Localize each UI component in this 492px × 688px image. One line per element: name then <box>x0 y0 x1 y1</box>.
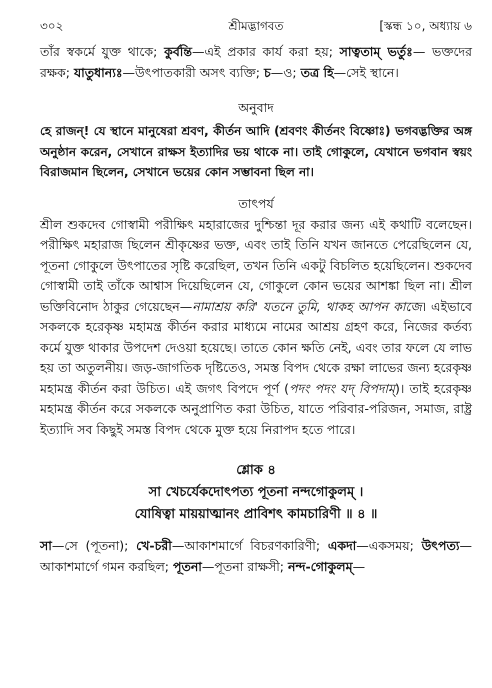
meaning-term: সাত্বতাম্ ভর্তুঃ <box>339 44 413 59</box>
synonym-text: —একসময়; <box>356 538 422 553</box>
synonym-term: একদা <box>327 538 357 553</box>
verse-line-1: সা খেচর্যেকদোৎপত্য পূতনা নন্দগোকুলম্ । <box>148 485 364 500</box>
meaning-text: —ও; <box>270 64 301 80</box>
chapter-reference: [স্কন্ধ ১০, অধ্যায় ৬ <box>379 19 472 33</box>
word-meanings-top <box>40 42 472 83</box>
meaning-text: — ভক্তদের রক্ষক; <box>40 44 472 80</box>
purport-quote2: পদং পদং যদ্ বিপদাম্ <box>289 380 395 396</box>
page-number: ৩০২ <box>40 19 64 33</box>
verse-heading: শ্লোক ৪ <box>236 463 276 478</box>
purport-part1: শ্রীল শুকদেব গোস্বামী পরীক্ষিৎ মহারাজের দুশ্চিন্তা দূর করার জন্য এই কথাটি বলেছেন। পরীক্ষিৎ মহারাজ ছিলেন শ্রীকৃষ্ণের ভক্ত, এবং তাই তিনি যখন জানতে পেরেছিলেন যে, পূতনা গোকুলে উৎপাতের সৃষ্টি করেছিল, তখন তিনি একটু বিচলিত হয়েছিলেন। শুকদেব গোস্বামী তাই তাঁকে আশ্বাস দিয়েছিলেন যে, গোকুলে কোন ভয়ের আশঙ্কা ছিল না। শ্রীল ভক্তিবিনোদ ঠাকুর গেয়েছেন— <box>40 216 472 314</box>
synonym-term: উৎপত্য <box>421 538 460 553</box>
meaning-term: তত্র হি <box>300 64 334 80</box>
synonym-text: —পূতনা রাক্ষসী; <box>201 558 288 574</box>
translation-heading: অনুবাদ <box>238 100 274 115</box>
meaning-term: কুর্বন্তি <box>164 44 193 59</box>
synonym-term: সা <box>40 538 52 553</box>
synonym-text: —আকাশমার্গে বিচরণকারিণী; <box>171 538 328 553</box>
purport-part3: )। তাই হরেকৃষ্ণ মহামন্ত্র কীর্তন করে সকলকে অনুপ্রাণিত করা উচিত, যাতে পরিবার-পরিজন, সমাজ, রাষ্ট্র ইত্যাদি সব কিছুই সমস্ত বিপদ থেকে মুক্ত হয়ে নিরাপদ হতে পারে। <box>40 380 472 437</box>
verse-line-2: যোষিত্বা মায়য়াত্মানং প্রাবিশৎ কামচারিণী ॥ ৪ ॥ <box>134 507 378 522</box>
purport-quote1: নামাশ্রয় করি' যতনে তুমি, থাকহ আপন কাজে <box>192 298 422 314</box>
synonym-text: — <box>352 558 366 574</box>
meaning-text: —উৎপাতকারী অসৎ ব্যক্তি; <box>122 64 264 80</box>
running-header <box>40 18 472 38</box>
purport-text <box>40 215 472 441</box>
meaning-text: —এই প্রকার কার্য করা হয়; <box>192 44 340 59</box>
translation-text: হে রাজন্! যে স্থানে মানুষেরা শ্রবণ, কীর্তন আদি (শ্রবণং কীর্তনং বিষ্ণোঃ) ভগবদ্ভক্তির অঙ্গ অনুষ্ঠান করেন, সেখানে রাক্ষস ইত্যাদির ভয় থাকে না। তাই গোকুলে, যেখানে ভগবান স্বয়ং বিরাজমান ছিলেন, সেখানে ভয়ের কোন সম্ভাবনা ছিল না। <box>40 124 472 179</box>
synonym-text: —সে (পূতনা); <box>51 538 137 553</box>
synonym-text: —আকাশমার্গে গমন করছিল; <box>40 538 472 574</box>
book-title: শ্রীমদ্ভাগবত <box>228 19 284 33</box>
purport-part2: । এইভাবে সকলকে হরেকৃষ্ণ মহামন্ত্র কীর্তন করার মাধ্যমে নামের আশ্রয় গ্রহণ করে, নিজের কর্তব্য কর্মে যুক্ত থাকার উপদেশ দেওয়া হয়েছে। তাতে কোন ক্ষতি নেই, এবং তার ফলে যে লাভ হয় তা অতুলনীয়। জড়-জাগতিক দৃষ্টিতেও, সমস্ত বিপদ থেকে রক্ষা লাভের জন্য হরেকৃষ্ণ মহামন্ত্র কীর্তন করা উচিত। এই জগৎ বিপদে পূর্ণ ( <box>40 298 472 396</box>
meaning-text: তাঁর স্বকর্মে যুক্ত থাকে; <box>40 44 165 59</box>
synonym-term: পূতনা <box>172 558 202 574</box>
synonyms <box>40 536 472 577</box>
synonym-term: নন্দ-গোকুলম্ <box>287 558 353 574</box>
document-page <box>40 18 472 577</box>
synonym-term: খে-চরী <box>136 538 172 553</box>
meaning-term: চ <box>263 64 271 80</box>
meaning-text: —সেই স্থানে। <box>333 64 399 80</box>
purport-heading: তাৎপর্য <box>238 195 274 211</box>
meaning-term: যাতুধান্যঃ <box>73 64 123 80</box>
